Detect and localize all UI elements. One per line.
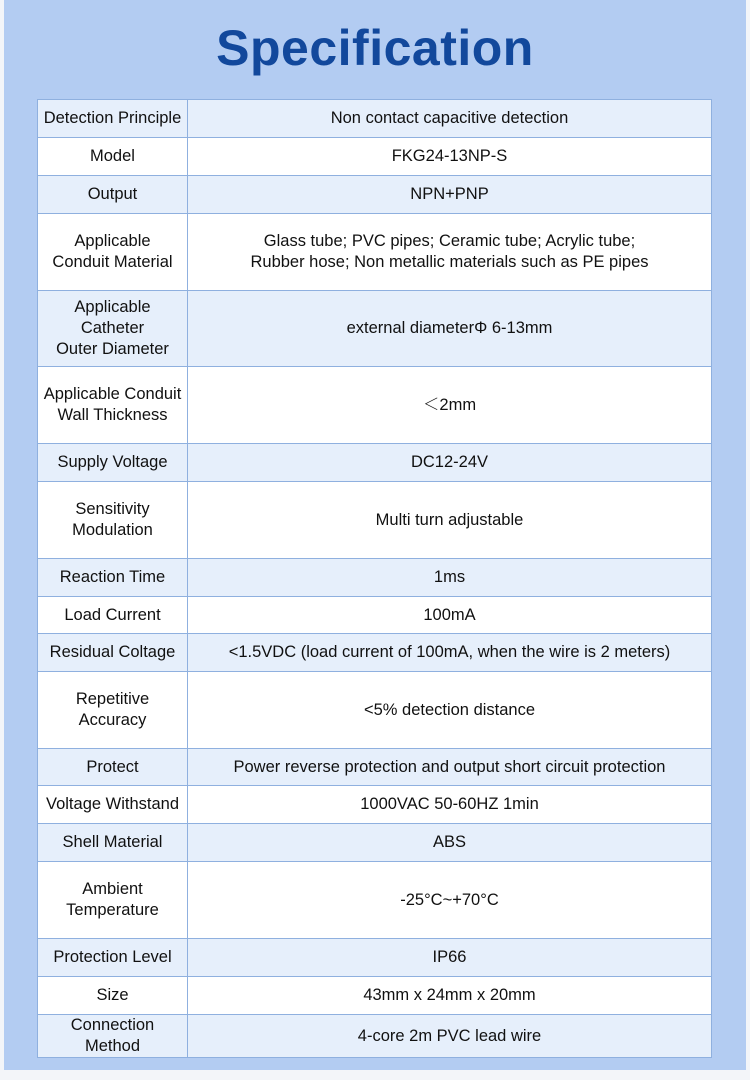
spec-label: Connection Method xyxy=(38,1015,188,1058)
spec-row xyxy=(38,559,712,597)
spec-value: Power reverse protection and output short circuit protection xyxy=(188,749,712,786)
spec-row xyxy=(38,634,712,672)
spec-label: Reaction Time xyxy=(38,559,188,597)
spec-label: Applicable Conduit Wall Thickness xyxy=(38,367,188,444)
spec-label: Voltage Withstand xyxy=(38,786,188,824)
spec-row xyxy=(38,291,712,367)
spec-value: <5% detection distance xyxy=(188,672,712,749)
spec-value: ＜2mm xyxy=(188,367,712,444)
spec-value: 4-core 2m PVC lead wire xyxy=(188,1015,712,1058)
spec-row xyxy=(38,1015,712,1058)
spec-row xyxy=(38,749,712,786)
spec-label: Detection Principle xyxy=(38,100,188,138)
spec-row xyxy=(38,862,712,939)
spec-label: Output xyxy=(38,176,188,214)
spec-row xyxy=(38,786,712,824)
spec-label: Sensitivity Modulation xyxy=(38,482,188,559)
spec-row xyxy=(38,100,712,138)
spec-value: ABS xyxy=(188,824,712,862)
spec-value: Non contact capacitive detection xyxy=(188,100,712,138)
spec-table xyxy=(37,99,712,1058)
spec-panel xyxy=(4,0,746,1070)
spec-row xyxy=(38,444,712,482)
spec-value: NPN+PNP xyxy=(188,176,712,214)
spec-value: <1.5VDC (load current of 100mA, when the wire is 2 meters) xyxy=(188,634,712,672)
spec-label: Shell Material xyxy=(38,824,188,862)
spec-label: Protect xyxy=(38,749,188,786)
spec-row xyxy=(38,138,712,176)
spec-value: IP66 xyxy=(188,939,712,977)
spec-label: Applicable Conduit Material xyxy=(38,214,188,291)
spec-value: 43mm x 24mm x 20mm xyxy=(188,977,712,1015)
spec-row xyxy=(38,939,712,977)
spec-row xyxy=(38,672,712,749)
spec-value: FKG24-13NP-S xyxy=(188,138,712,176)
spec-value: DC12-24V xyxy=(188,444,712,482)
spec-row xyxy=(38,367,712,444)
spec-value: 1000VAC 50-60HZ 1min xyxy=(188,786,712,824)
spec-label: Residual Coltage xyxy=(38,634,188,672)
spec-row xyxy=(38,482,712,559)
spec-label: Supply Voltage xyxy=(38,444,188,482)
spec-label: Protection Level xyxy=(38,939,188,977)
spec-value: Glass tube; PVC pipes; Ceramic tube; Acrylic tube; Rubber hose; Non metallic materials such as PE pipes xyxy=(188,214,712,291)
spec-table-body xyxy=(38,100,712,1058)
spec-label: Repetitive Accuracy xyxy=(38,672,188,749)
spec-value: 1ms xyxy=(188,559,712,597)
spec-label: Applicable Catheter Outer Diameter xyxy=(38,291,188,367)
spec-value: Multi turn adjustable xyxy=(188,482,712,559)
spec-row xyxy=(38,176,712,214)
spec-row xyxy=(38,597,712,634)
spec-label: Load Current xyxy=(38,597,188,634)
spec-label: Size xyxy=(38,977,188,1015)
spec-value: -25°C~+70°C xyxy=(188,862,712,939)
spec-label: Model xyxy=(38,138,188,176)
spec-label: Ambient Temperature xyxy=(38,862,188,939)
spec-row xyxy=(38,824,712,862)
spec-value: external diameterΦ 6-13mm xyxy=(188,291,712,367)
spec-row xyxy=(38,977,712,1015)
spec-value: 100mA xyxy=(188,597,712,634)
spec-row xyxy=(38,214,712,291)
page-title: Specification xyxy=(216,20,534,76)
